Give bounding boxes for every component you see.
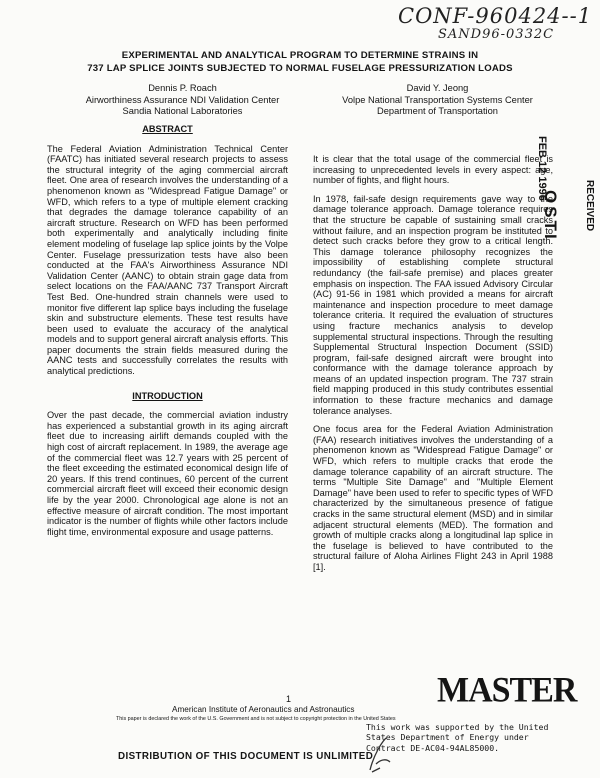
author-organization: Volpe National Transportation Systems Center (342, 94, 533, 105)
copyright-notice: This paper is declared the work of the U.S. Government and is not subject to copyright protection in the United States (116, 716, 396, 722)
paper-title-line-1: EXPERIMENTAL AND ANALYTICAL PROGRAM TO DETERMINE STRAINS IN (121, 50, 479, 61)
introduction-text: Over the past decade, the commercial aviation industry has experienced a substantial growth in its aging aircraft fleet due to increasing airlift demands coupled with the high cost of aircraft replacement. In 1989, the average age of the commercial fleet was 12.7 years with 25 percent of the fleet exceeding the estimated economical design life of 20 years. If this trend continues, 60 percent of the current commercial aircraft fleet will exceed their economic design life by the year 2000. Chronological age alone is not an effective measure of aircraft condition. The most important indicator is the number of flights while other factors include flight time, environmental exposure and usage patterns. (47, 410, 288, 537)
author-institution: Sandia National Laboratories (122, 106, 243, 116)
master-stamp: MASTER (437, 671, 577, 710)
funding-note-line: Contract DE-AC04-94AL85000. (366, 742, 500, 753)
author-institution: Department of Transportation (377, 106, 498, 116)
author-block-jeong (300, 83, 575, 118)
distribution-statement: DISTRIBUTION OF THIS DOCUMENT IS UNLIMITED (118, 751, 374, 762)
page-number: 1 (286, 694, 292, 704)
paper-title-line-2: 737 LAP SPLICE JOINTS SUBJECTED TO NORMAL FUSELAGE PRESSURIZATION LOADS (87, 63, 513, 74)
author-name: David Y. Jeong (406, 83, 469, 93)
received-date-stamp: FEB 12 1996 (536, 136, 548, 201)
right-column (313, 154, 553, 581)
paragraph-fleet-usage: It is clear that the total usage of the commercial fleet is increasing to unprecedented levels in every aspect: age, number of fights, and flight hours. (313, 154, 553, 186)
funding-note-line: States Department of Energy under (366, 732, 529, 743)
author-block-roach (60, 83, 305, 118)
paragraph-damage-tolerance: In 1978, fail-safe design requirements gave way to the damage tolerance approach. Damage tolerance requires that the structure be capable of sustaining small cracks without failure, and an inspection program be instituted to detect such cracks before they grow to a critical length. This damage tolerance philosophy recognizes the impossibility of establishing complete structural redundancy (the fail-safe premise) and places greater emphasis on inspection. The FAA issued Advisory Circular (AC) 91-56 in 1981 which provided a means for aircraft maintenance and inspection procedure to meet damage tolerance criteria. It required the evaluation of structures using fracture mechanics analysis to develop supplemental structural inspections. Through the resulting Supplemental Structural Inspection Document (SSID) program, fail-safe designed aircraft were brought into conformance with the damage tolerance approach by means of an updated inspection program. The 737 strain field mapping produced in this study contributes essential information to these fracture mechanics and damage tolerance analyses. (313, 193, 553, 416)
handwritten-report-number: CONF-960424--1 (398, 4, 593, 28)
abstract-heading: ABSTRACT (142, 124, 193, 134)
left-column (47, 124, 288, 545)
paragraph-wfd: One focus area for the Federal Aviation Administration (FAA) research initiatives involves the understanding of a phenomenon known as "Widespread Fatigue Damage" or WFD, which refers to multiple cracks that erode the damage tolerance capability of an aircraft structure. The terms "Multiple Site Damage" and "Multiple Element Damage" have been used to refer to specific types of WFD characterized by the simultaneous presence of fatigue cracks in the same structural element (MSD) and in similar adjacent structural elements (MED). The formation and growth of multiple cracks along a longitudinal lap splice in the fuselage is believed to have contributed to the structural failure of Aloha Airlines Flight 243 in April 1988 [1]. (313, 424, 553, 572)
author-name: Dennis P. Roach (148, 83, 217, 93)
received-stamp: RECEIVED (584, 180, 595, 232)
osti-stamp: OSTI (541, 190, 560, 242)
author-organization: Airworthiness Assurance NDI Validation Center (85, 94, 280, 105)
handwritten-mark-icon (366, 734, 394, 774)
handwritten-sand-number: SAND96-0332C (438, 27, 555, 42)
abstract-text: The Federal Aviation Administration Technical Center (FAATC) has initiated several research projects to assess the structural integrity of the aging commercial aircraft fleet. One area of research involves the understanding of a phenomenon known as "Widespread Fatigue Damage" or WFD, which refers to a type of multiple element cracking that degrades the damage tolerance capability of an aircraft structure. Research on WFD has been performed both experimentally and analytically including finite element modeling of fuselage lap splice joints by the Volpe Center. Fuselage pressurization tests have also been conducted at the FAA's Airworthiness Assurance NDI Validation Center (AANC) to obtain strain gage data from select locations on the FAA/AANC 737 Transport Aircraft Test Bed. One-hundred strain channels were used to monitor five different lap splice bays including the fuselage skin and substructure elements. These test results have been used to evaluate the accuracy of the analytical models and to support general aircraft analysis efforts. This paper documents the strain fields measured during the AANC tests and successfully correlates the results with analytical predictions. (47, 143, 288, 377)
aiaa-footer: American Institute of Aeronautics and Astronautics (172, 705, 355, 714)
funding-note-line: This work was supported by the United (366, 722, 549, 732)
introduction-heading: INTRODUCTION (132, 390, 203, 401)
